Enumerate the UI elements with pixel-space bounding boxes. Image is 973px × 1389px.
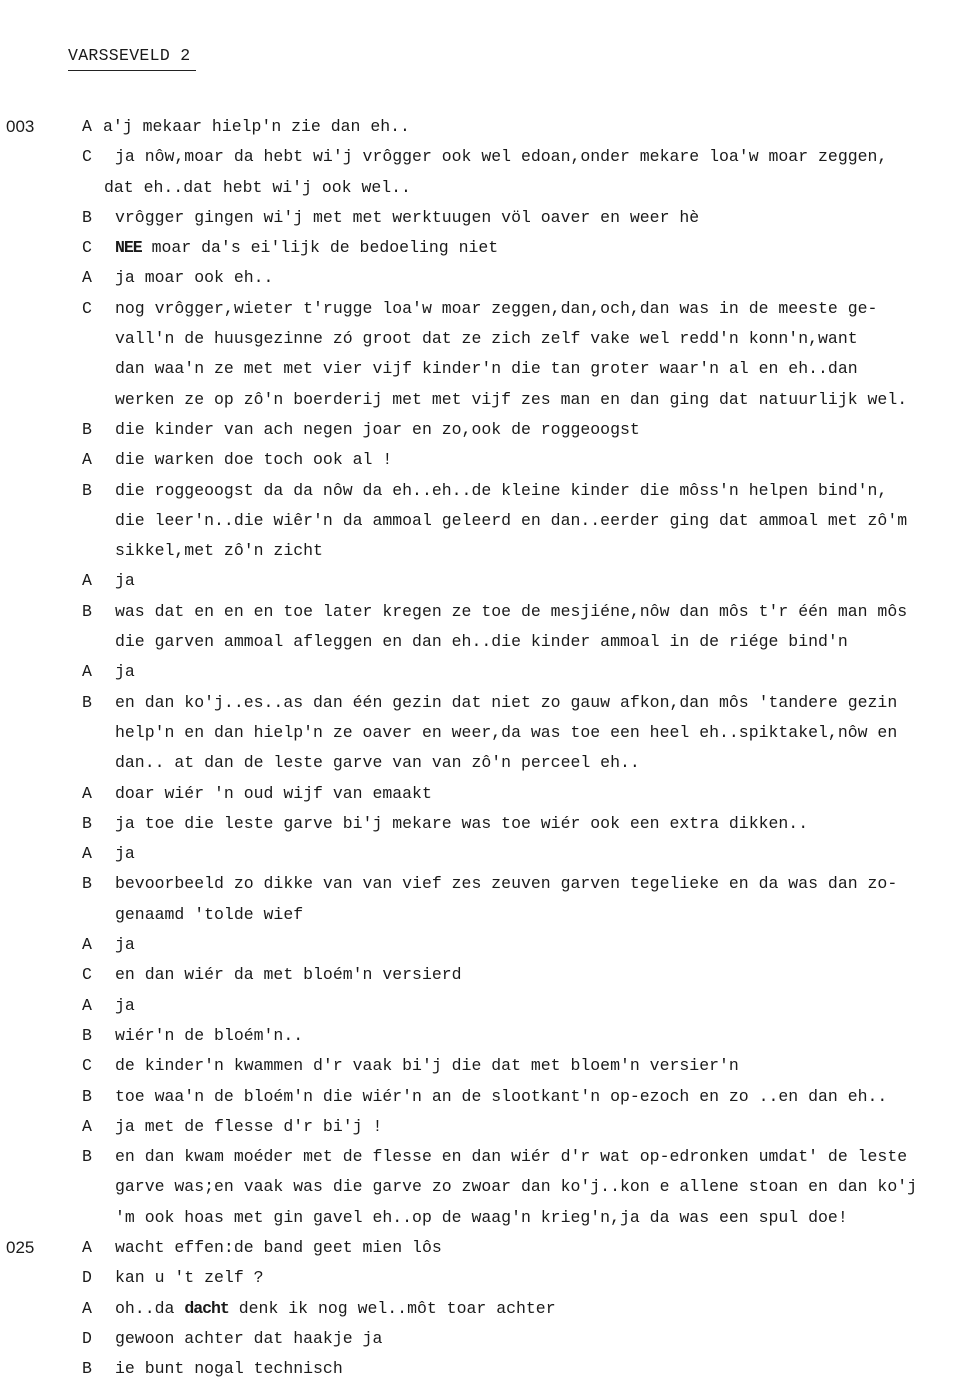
speaker-label: A (82, 571, 92, 591)
turn-text: ja toe die leste garve bi'j mekare was toe wiér ook een extra dikken.. (115, 813, 809, 833)
transcript-turn (0, 839, 973, 869)
speaker-label: A (82, 995, 92, 1015)
transcript-turn (0, 263, 973, 293)
speaker-label: A (82, 1237, 92, 1257)
speaker-label: C (82, 298, 92, 318)
turn-continuation: dan waa'n ze met met vier vijf kinder'n die tan groter waar'n al en eh..dan (115, 359, 858, 379)
turn-continuation: die garven ammoal afleggen en dan eh..die kinder ammoal in de riége bind'n (115, 632, 848, 652)
line-number: 003 (6, 117, 35, 136)
transcript-turn (0, 1263, 973, 1293)
speaker-label: C (82, 147, 92, 167)
speaker-label: A (82, 844, 92, 864)
turn-continuation: help'n en dan hielp'n ze oaver en weer,da was toe een heel eh..spiktakel,nôw en (115, 722, 898, 742)
turn-text: ja (115, 995, 135, 1015)
speaker-label: A (82, 935, 92, 955)
transcript-turn (0, 142, 973, 203)
speaker-label: A (82, 1298, 92, 1318)
transcript-turn (0, 657, 973, 687)
speaker-label: B (82, 480, 92, 500)
speaker-label: B (82, 1025, 92, 1045)
transcript-turn (0, 294, 973, 415)
turn-text: ja moar ook eh.. (115, 268, 274, 288)
speaker-label: A (82, 783, 92, 803)
transcript-turn (0, 476, 973, 567)
turn-text: ja met de flesse d'r bi'j ! (115, 1116, 383, 1136)
speaker-label: A (82, 117, 92, 136)
speaker-label: B (82, 601, 92, 621)
speaker-label: B (82, 813, 92, 833)
turn-text: gewoon achter dat haakje ja (115, 1328, 383, 1348)
speaker-label: A (82, 662, 92, 682)
turn-continuation: garve was;en vaak was die garve zo zwoar dan ko'j..kon e allene stoan en dan ko'j (115, 1177, 918, 1197)
speaker-label: B (82, 1086, 92, 1106)
transcript-turn (0, 809, 973, 839)
turn-continuation: dat eh..dat hebt wi'j ook wel.. (104, 177, 411, 197)
transcript-turn (0, 1112, 973, 1142)
speaker-label: B (82, 692, 92, 712)
speaker-label: D (82, 1328, 92, 1348)
transcript-turn (0, 1142, 973, 1233)
turn-text: nog vrôgger,wieter t'rugge loa'w moar zeggen,dan,och,dan was in de meeste ge- (115, 298, 878, 318)
transcript-turn (0, 930, 973, 960)
turn-text: doar wiér 'n oud wijf van emaakt (115, 783, 432, 803)
transcript-turn (0, 1354, 973, 1384)
speaker-label: A (82, 268, 92, 288)
speaker-label: A (82, 450, 92, 470)
turn-text-line (115, 1294, 965, 1324)
transcript-turn (0, 960, 973, 990)
transcript-turn (0, 1324, 973, 1354)
transcript-turn (0, 233, 973, 263)
turn-text: de kinder'n kwammen d'r vaak bi'j die dat met bloem'n versier'n (115, 1056, 739, 1076)
turn-text: ja nôw,moar da hebt wi'j vrôgger ook wel edoan,onder mekare loa'w moar zeggen, (115, 147, 888, 167)
turn-text-after: denk ik nog wel..môt toar achter (238, 1298, 556, 1318)
speaker-label: B (82, 1359, 92, 1379)
turn-continuation: die leer'n..die wiêr'n da ammoal geleerd en dan..eerder ging dat ammoal met zô'm (115, 510, 908, 530)
speaker-label: C (82, 1056, 92, 1076)
speaker-label: B (82, 874, 92, 894)
turn-continuation: werken ze op zô'n boerderij met met vijf zes man en dan ging dat natuurlijk wel. (115, 389, 908, 409)
overtyped-word: dacht (184, 1298, 229, 1318)
turn-text: toe waa'n de bloém'n die wiér'n an de slootkant'n op-ezoch en zo ..en dan eh.. (115, 1086, 888, 1106)
transcript-turn (0, 991, 973, 1021)
speaker-label: B (82, 1147, 92, 1167)
turn-text: ja (115, 662, 135, 682)
turn-text: ja (115, 935, 135, 955)
turn-text: en dan wiér da met bloém'n versierd (115, 965, 462, 985)
speaker-label: A (82, 1116, 92, 1136)
turn-text: ja (115, 844, 135, 864)
turn-text: vrôgger gingen wi'j met met werktuugen völ oaver en weer hè (115, 207, 700, 227)
turn-continuation: dan.. at dan de leste garve van van zô'n perceel eh.. (115, 753, 640, 773)
turn-text-line (115, 233, 965, 263)
turn-text: die kinder van ach negen joar en zo,ook de roggeoogst (115, 419, 640, 439)
title-underline (68, 70, 196, 71)
turn-text: ja (115, 571, 135, 591)
turn-text: bevoorbeeld zo dikke van van vief zes zeuven garven tegelieke en da was dan zo- (115, 874, 898, 894)
turn-text: die warken doe toch ook al ! (115, 450, 393, 470)
speaker-label: C (82, 965, 92, 985)
turn-text: die roggeoogst da da nôw da eh..eh..de kleine kinder die môss'n helpen bind'n, (115, 480, 888, 500)
transcript-turn (0, 1082, 973, 1112)
transcript-turn (0, 779, 973, 809)
turn-text: a'j mekaar hielp'n zie dan eh.. (103, 117, 410, 136)
transcript (0, 112, 973, 1384)
speaker-label: C (82, 238, 92, 258)
turn-text: was dat en en en toe later kregen ze toe de mesjiéne,nôw dan môs t'r één man môs (115, 601, 908, 621)
transcript-turn (0, 597, 973, 658)
transcript-turn (0, 415, 973, 445)
turn-text: kan u 't zelf ? (115, 1268, 264, 1288)
transcript-turn (0, 445, 973, 475)
line-number: 025 (6, 1237, 35, 1257)
turn-text: en dan kwam moéder met de flesse en dan wiér d'r wat op-edronken umdat' de leste (115, 1147, 908, 1167)
transcript-turn (0, 1051, 973, 1081)
turn-text: wacht effen:de band geet mien lôs (115, 1237, 442, 1257)
transcript-turn (0, 1233, 973, 1263)
turn-continuation: 'm ook hoas met gin gavel eh..op de waag'n krieg'n,ja da was een spul doe! (115, 1207, 848, 1227)
turn-text: en dan ko'j..es..as dan één gezin dat niet zo gauw afkon,dan môs 'tandere gezin (115, 692, 898, 712)
speaker-label: B (82, 419, 92, 439)
transcript-turn (0, 1294, 973, 1324)
turn-continuation: vall'n de huusgezinne zó groot dat ze zich zelf vake wel redd'n konn'n,want (115, 329, 858, 349)
transcript-turn (0, 869, 973, 930)
turn-text: oh..da (115, 1298, 175, 1318)
speaker-label: D (82, 1268, 92, 1288)
turn-continuation: sikkel,met zô'n zicht (115, 541, 323, 561)
transcript-turn (0, 688, 973, 779)
turn-text: ie bunt nogal technisch (115, 1359, 343, 1379)
page-title: VARSSEVELD 2 (68, 46, 191, 65)
turn-text: moar da's ei'lijk de bedoeling niet (151, 238, 499, 258)
transcript-turn (0, 203, 973, 233)
overtyped-word: NEE (115, 238, 142, 258)
transcript-turn (0, 112, 973, 142)
transcript-turn (0, 1021, 973, 1051)
turn-continuation: genaamd 'tolde wief (115, 904, 304, 924)
transcript-turn (0, 566, 973, 596)
turn-text: wiér'n de bloém'n.. (115, 1025, 304, 1045)
speaker-label: B (82, 207, 92, 227)
